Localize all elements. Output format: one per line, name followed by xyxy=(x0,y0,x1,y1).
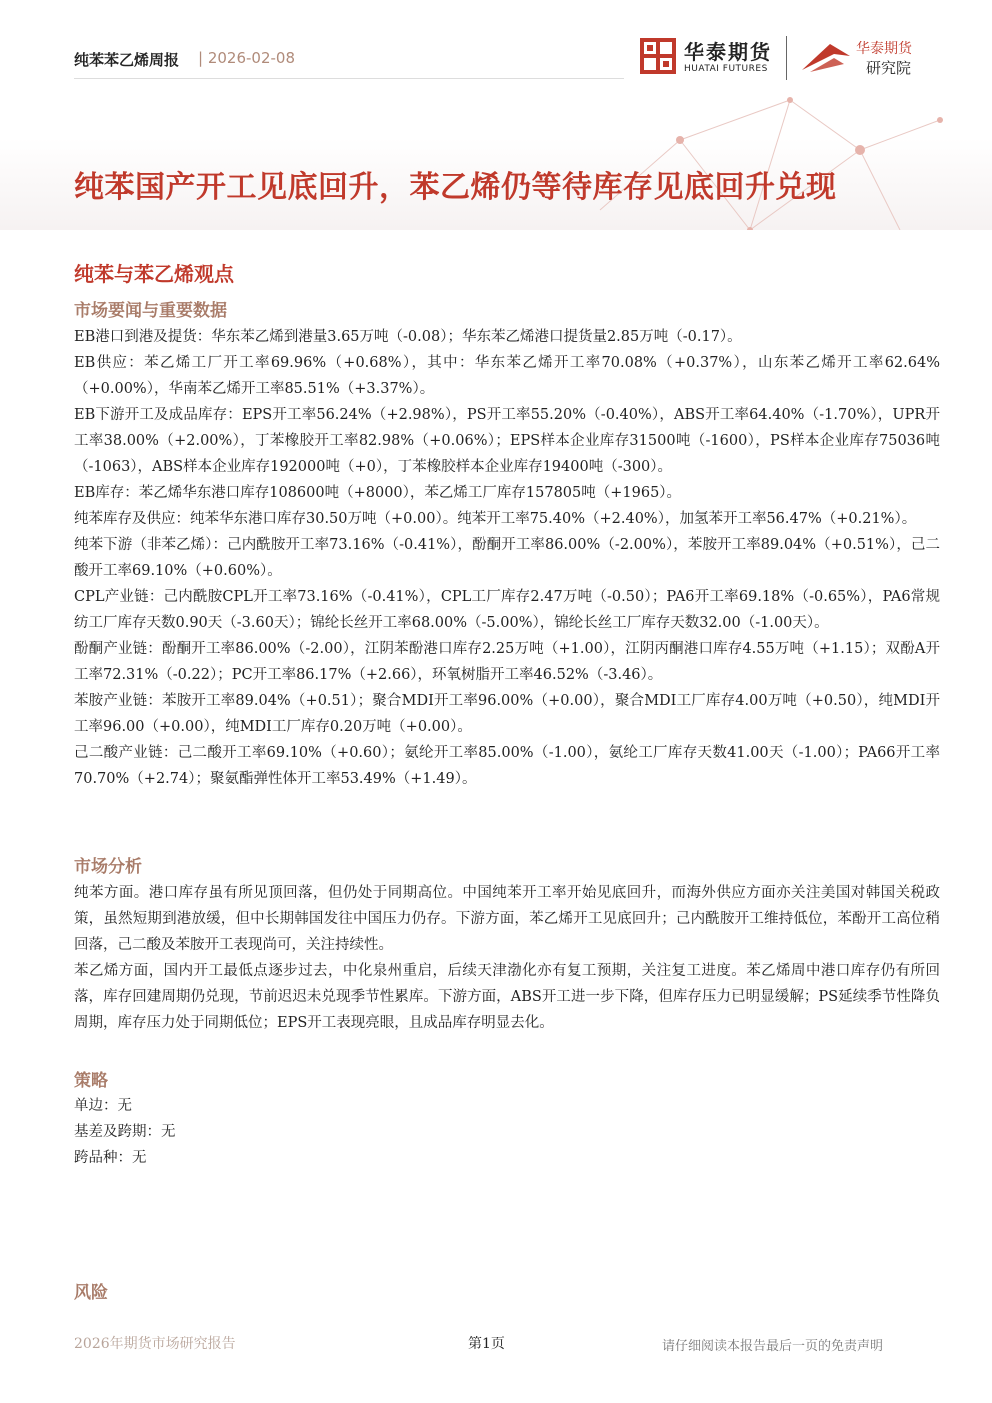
report-date: | 2026-02-08 xyxy=(198,49,295,67)
news-item: 酚酮产业链：酚酮开工率86.00%（-2.00），江阴苯酚港口库存2.25万吨（+1.00），江阴丙酮港口库存4.55万吨（+1.15）；双酚A开工率72.31%（-0.22）；PC开工率86.17%（+2.66），环氧树脂开工率46.52%（-3.46）。 xyxy=(74,641,940,683)
footer-disclaimer-note: 请仔细阅读本报告最后一页的免责声明 xyxy=(662,1339,884,1354)
footer-report-series: 2026年期货市场研究报告 xyxy=(74,1336,236,1352)
section-title-risk: 风险 xyxy=(74,1283,108,1303)
news-item: EB港口到港及提货：华东苯乙烯到港量3.65万吨（-0.08）；华东苯乙烯港口提货量2.85万吨（-0.17）。 xyxy=(74,329,742,345)
news-item: 纯苯库存及供应：纯苯华东港口库存30.50万吨（+0.00）。纯苯开工率75.40%（+2.40%），加氢苯开工率56.47%（+0.21%）。 xyxy=(74,511,917,527)
strategy-list xyxy=(74,1093,940,1171)
analysis-paragraph: 苯乙烯方面，国内开工最低点逐步过去，中化泉州重启，后续天津渤化亦有复工预期，关注复工进度。苯乙烯周中港口库存仍有所回落，库存回建周期仍兑现，节前迟迟未兑现季节性累库。下游方面，ABS开工进一步下降，但库存压力已明显缓解；PS延续季节性降负周期，库存压力处于同期低位；EPS开工表现亮眼，且成品库存明显去化。 xyxy=(74,963,940,1031)
institute-subtitle: 研究院 xyxy=(866,59,912,77)
news-item: 苯胺产业链：苯胺开工率89.04%（+0.51）；聚合MDI开工率96.00%（+0.00），聚合MDI工厂库存4.00万吨（+0.50），纯MDI开工率96.00（+0.00），纯MDI工厂库存0.20万吨（+0.00）。 xyxy=(74,693,940,735)
section-title-viewpoint: 纯苯与苯乙烯观点 xyxy=(74,262,234,286)
report-name: 纯苯苯乙烯周报 xyxy=(74,51,180,69)
header-divider xyxy=(74,78,624,79)
logo-english-name: HUATAI FUTURES xyxy=(684,64,768,74)
institute-name: 华泰期货 xyxy=(856,41,912,57)
strategy-item: 跨品种：无 xyxy=(74,1150,147,1166)
section-title-strategy: 策略 xyxy=(74,1071,108,1091)
section-title-news: 市场要闻与重要数据 xyxy=(74,301,227,321)
network-graphic-decoration xyxy=(560,80,960,230)
huatai-futures-logo xyxy=(640,34,790,82)
institute-wing-icon xyxy=(800,40,852,76)
strategy-item: 单边：无 xyxy=(74,1098,132,1114)
news-item: EB下游开工及成品库存：EPS开工率56.24%（+2.98%），PS开工率55.20%（-0.40%），ABS开工率64.40%（-1.70%），UPR开工率38.00%（+2.00%），丁苯橡胶开工率82.98%（+0.06%）；EPS样本企业库存31500吨（-1600），PS样本企业库存75036吨（-1063），ABS样本企业库存192000吨（+0），丁苯橡胶样本企业库存19400吨（-300）。 xyxy=(74,407,940,475)
strategy-item: 基差及跨期：无 xyxy=(74,1124,176,1140)
logo-divider xyxy=(786,36,787,80)
analysis-text xyxy=(74,880,940,1036)
news-item: CPL产业链：己内酰胺CPL开工率73.16%（-0.41%），CPL工厂库存2.47万吨（-0.50）；PA6开工率69.18%（-0.65%），PA6常规纺工厂库存天数0.90天（-3.60天）；锦纶长丝开工率68.00%（-5.00%），锦纶长丝工厂库存天数32.00（-1.00天）。 xyxy=(74,589,940,631)
huatai-logo-icon xyxy=(640,38,676,74)
page-title: 纯苯国产开工见底回升，苯乙烯仍等待库存见底回升兑现 xyxy=(74,170,837,205)
news-item: EB库存：苯乙烯华东港口库存108600吨（+8000），苯乙烯工厂库存157805吨（+1965）。 xyxy=(74,485,682,501)
analysis-paragraph: 纯苯方面。港口库存虽有所见顶回落，但仍处于同期高位。中国纯苯开工率开始见底回升，而海外供应方面亦关注美国对韩国关税政策，虽然短期到港放缓，但中长期韩国发往中国压力仍存。下游方面，苯乙烯开工见底回升；己内酰胺开工维持低位，苯酚开工高位稍回落，己二酸及苯胺开工表现尚可，关注持续性。 xyxy=(74,885,940,953)
news-item: 己二酸产业链：己二酸开工率69.10%（+0.60）；氨纶开工率85.00%（-1.00），氨纶工厂库存天数41.00天（-1.00）；PA66开工率70.70%（+2.74）；聚氨酯弹性体开工率53.49%（+1.49）。 xyxy=(74,745,940,787)
news-item: EB供应：苯乙烯工厂开工率69.96%（+0.68%），其中：华东苯乙烯开工率70.08%（+0.37%），山东苯乙烯开工率62.64%（+0.00%），华南苯乙烯开工率85.51%（+3.37%）。 xyxy=(74,355,940,397)
news-item: 纯苯下游（非苯乙烯）：己内酰胺开工率73.16%（-0.41%），酚酮开工率86.00%（-2.00%），苯胺开工率89.04%（+0.51%），己二酸开工率69.10%（+0.60%）。 xyxy=(74,537,940,579)
footer-page-number: 第1页 xyxy=(468,1336,505,1352)
news-list xyxy=(74,324,940,792)
logo-chinese-name: 华泰期货 xyxy=(684,40,772,64)
section-title-analysis: 市场分析 xyxy=(74,857,142,877)
